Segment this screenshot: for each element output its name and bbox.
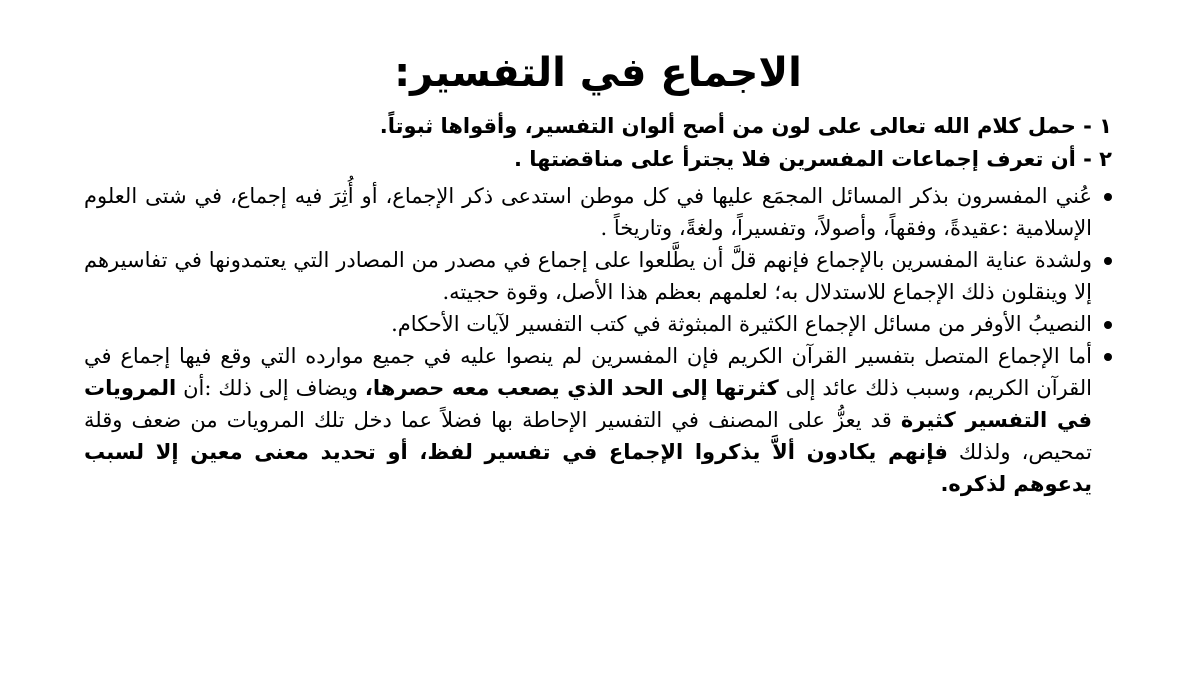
bullet-bold-text: المرويات في التفسير كثيرة [84, 376, 1092, 432]
bullet-dot-icon [1104, 193, 1112, 201]
bullet-item [84, 180, 1112, 244]
bullet-list [84, 180, 1112, 500]
bullet-text: النصيبُ الأوفر من مسائل الإجماع الكثيرة المبثوثة في كتب التفسير لآيات الأحكام. [391, 312, 1092, 336]
bullet-dot-icon [1104, 353, 1112, 361]
numbered-point-2: ٢ - أن تعرف إجماعات المفسرين فلا يجترأ على مناقضتها . [513, 147, 1112, 171]
bullet-text: ولشدة عناية المفسرين بالإجماع فإنهم قلَّ أن يطَّلعوا على إجماع في مصدر من المصادر التي يعتمدونها في تفاسيرهم إلا وينقلون ذلك الإجماع للاستدلال به؛ لعلمهم بعظم هذا الأصل، وقوة حجيته. [84, 248, 1092, 304]
bullet-item [84, 244, 1112, 308]
bullet-bold-text: فإنهم يكادون ألاَّ يذكروا الإجماع في تفسير لفظ، أو تحديد معنى معين إلا لسبب يدعوهم لذكره. [84, 440, 1092, 496]
bullet-text: أما الإجماع المتصل بتفسير القرآن الكريم فإن المفسرين لم ينصوا عليه في جميع موارده التي وقع فيها إجماع في القرآن الكريم، وسبب ذلك عائد إلى [84, 344, 1092, 400]
bullet-dot-icon [1104, 257, 1112, 265]
bullet-text: ويضاف إلى ذلك :أن [176, 376, 365, 400]
bullet-text: قد يعزُّ على المصنف في التفسير الإحاطة بها فضلاً عما دخل تلك المرويات من ضعف وقلة تمحيص، ولذلك [84, 408, 1092, 464]
bullet-item [84, 340, 1112, 500]
slide-title: الاجماع في التفسير: [394, 50, 802, 96]
bullet-text: عُني المفسرون بذكر المسائل المجمَع عليها في كل موطن استدعى ذكر الإجماع، أو أُثِرَ فيه إجماع، في شتى العلوم الإسلامية :عقيدةً، وفقهاً، وأصولاً، وتفسيراً، ولغةً، وتاريخاً . [84, 184, 1092, 240]
numbered-point-1: ١ - حمل كلام الله تعالى على لون من أصح ألوان التفسير، وأقواها ثبوتاً. [379, 114, 1112, 138]
bullet-item [84, 308, 1112, 340]
bullet-bold-text: كثرتها إلى الحد الذي يصعب معه حصرها، [364, 376, 779, 400]
bullet-dot-icon [1104, 321, 1112, 329]
